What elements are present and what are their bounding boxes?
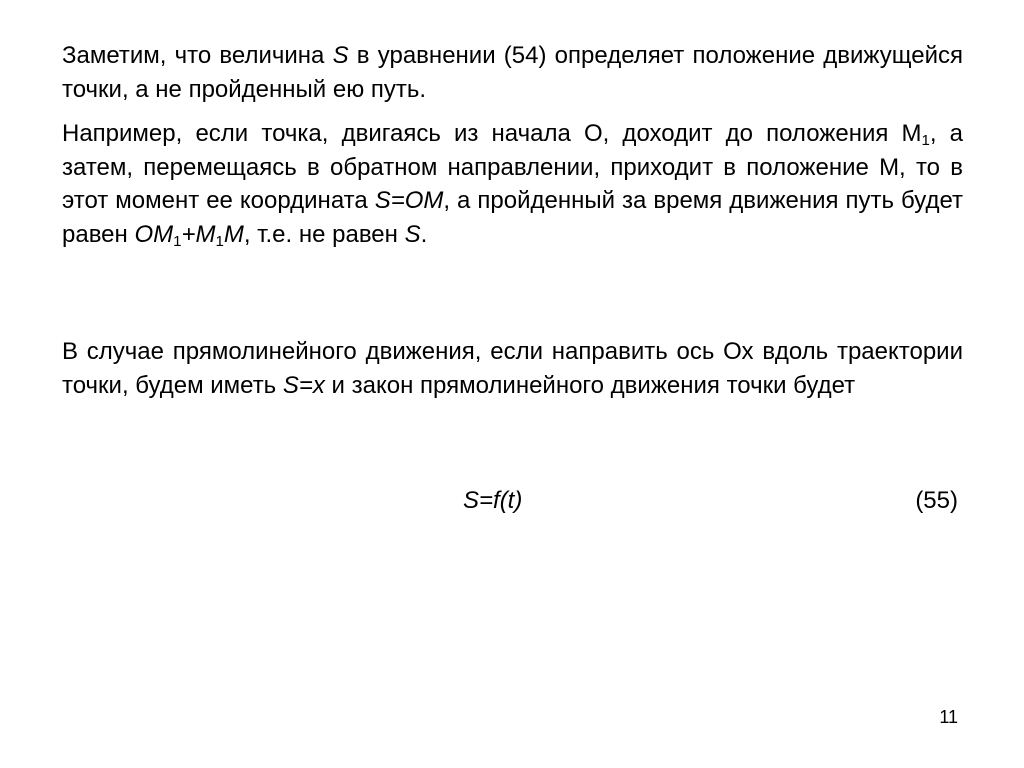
text-run: Заметим, что величина (62, 42, 333, 69)
page-number: 11 (939, 707, 958, 727)
formula: S=f(t) (463, 487, 523, 514)
paragraph-position-note (62, 39, 963, 106)
subscript: 1 (921, 132, 930, 149)
expression-m: M (223, 220, 244, 248)
expression-s-x: S=x (282, 371, 325, 399)
subscript: 1 (215, 232, 224, 250)
text-run: В случае прямолинейного движения, если направить ось Ох вдоль траектории точки, будем иметь (62, 338, 963, 399)
paragraph-rectilinear-motion (62, 335, 963, 402)
text-run: в уравнении (54) определяет положение движущейся точки, а не пройденный ею путь. (62, 42, 963, 103)
symbol-s: S (332, 42, 349, 69)
expression-s-om: S=OM (374, 187, 444, 214)
expression-plus-m: +M (181, 220, 216, 248)
paragraph-example (62, 117, 963, 251)
text-run: Например, если точка, двигаясь из начала О, доходит до положения М (62, 120, 922, 147)
text-run: , т.е. не равен (243, 220, 405, 248)
text-run: , а затем, перемещаясь в обратном направлении, приходит в положение М, то в этот момент ее координата (62, 120, 964, 214)
text-run: и закон прямолинейного движения точки будет (324, 371, 856, 399)
equation-number: (55) (915, 487, 958, 514)
symbol-s: S (404, 220, 421, 248)
text-run: , а пройденный за время движения путь будет равен (62, 187, 963, 248)
expression-om: OM (134, 220, 174, 248)
subscript: 1 (173, 232, 182, 250)
text-run: . (420, 220, 428, 248)
